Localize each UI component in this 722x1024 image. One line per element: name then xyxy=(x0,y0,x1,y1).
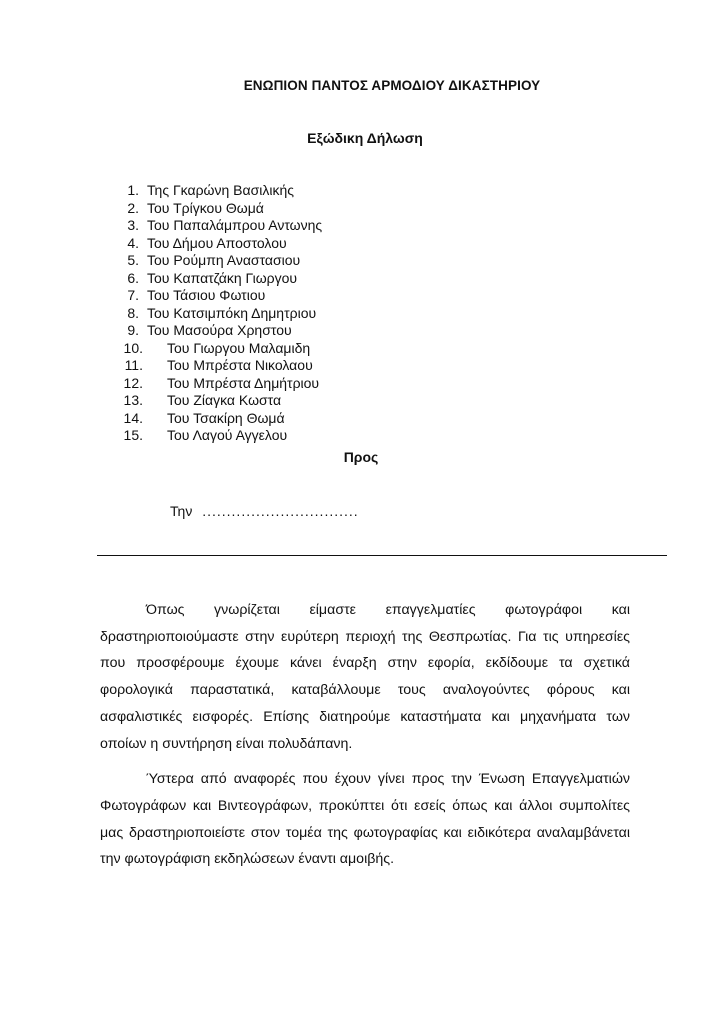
list-item xyxy=(117,252,322,270)
list-item-name: Του Κατσιμπόκη Δημητριου xyxy=(147,304,317,321)
list-item-number: 1. xyxy=(127,182,139,198)
list-item xyxy=(117,270,322,288)
list-item xyxy=(117,182,322,200)
list-item xyxy=(117,357,322,375)
list-item-number: 8. xyxy=(127,304,139,321)
list-item-name: Του Μπρέστα Δημήτριου xyxy=(167,374,320,391)
list-item-number: 3. xyxy=(127,217,139,233)
recipient-placeholder: ................................ xyxy=(202,503,359,519)
horizontal-divider xyxy=(97,555,667,556)
list-item xyxy=(117,340,322,358)
list-item-number: 4. xyxy=(127,234,139,251)
to-heading: Προς xyxy=(343,449,379,465)
list-item xyxy=(117,322,322,340)
list-item-name: Του Μπρέστα Νικολαου xyxy=(167,357,313,373)
list-item-name: Του Γιωργου Μαλαμιδη xyxy=(167,339,311,356)
list-item xyxy=(117,217,322,235)
court-heading: ΕΝΩΠΙΟΝ ΠΑΝΤΟΣ ΑΡΜΟΔΙΟΥ ΔΙΚΑΣΤΗΡΙΟΥ xyxy=(243,78,541,93)
list-item-name: Του Λαγού Αγγελου xyxy=(167,427,288,443)
list-item xyxy=(117,392,322,410)
body-text xyxy=(100,597,630,882)
list-item xyxy=(117,235,322,253)
list-item xyxy=(117,287,322,305)
list-item xyxy=(117,427,322,445)
list-item-name: Του Μασούρα Χρηστου xyxy=(147,322,292,338)
list-item-name: Του Τσακίρη Θωμά xyxy=(167,409,285,426)
body-paragraph-1: Όπως γνωρίζεται είμαστε επαγγελματίες φωτογράφοι και δραστηριοποιούμαστε στην ευρύτερη περιοχή της Θεσπρωτίας. Για τις υπηρεσίες που προσφέρουμε έχουμε κάνει έναρξη στην εφορία, εκδίδουμε τα σχετικά φορολογικά παραστατικά, καταβάλλουμε τους αναλογούντες φόρους και ασφαλιστικές εισφορές. Επίσης διατηρούμε καταστήματα και μηχανήματα των οποίων η συντήρηση είναι πολυδάπανη. xyxy=(100,602,630,752)
list-item-name: Του Δήμου Αποστολου xyxy=(147,234,287,251)
document-title: Εξώδικη Δήλωση xyxy=(307,130,423,146)
applicants-list xyxy=(117,182,322,445)
list-item-name: Της Γκαρώνη Βασιλικής xyxy=(147,182,294,198)
list-item-number: 13. xyxy=(123,392,143,408)
list-item-name: Του Καπατζάκη Γιωργου xyxy=(147,269,298,286)
list-item xyxy=(117,375,322,393)
list-item-number: 6. xyxy=(127,269,139,286)
list-item-name: Του Ζίαγκα Κωστα xyxy=(167,392,282,408)
list-item-number: 10. xyxy=(123,339,143,356)
list-item xyxy=(117,305,322,323)
body-paragraph-2: Ύστερα από αναφορές που έχουν γίνει προς την Ένωση Επαγγελματιών Φωτογράφων και Βιντεογράφων, προκύπτει ότι εσείς όπως και άλλοι συμπολίτες μας δραστηριοποιείστε στον τομέα της φωτογραφίας και ειδικότερα αναλαμβάνεται την φωτογράφιση εκδηλώσεων έναντι αμοιβής. xyxy=(100,771,630,868)
list-item-name: Του Τάσιου Φωτιου xyxy=(147,287,266,303)
list-item-number: 12. xyxy=(123,374,143,391)
list-item xyxy=(117,200,322,218)
list-item-name: Του Παπαλάμπρου Αντωνης xyxy=(147,217,323,233)
list-item-number: 11. xyxy=(124,357,143,373)
list-item-number: 15. xyxy=(123,427,143,443)
list-item-number: 14. xyxy=(123,409,143,426)
list-item-name: Του Τρίγκου Θωμά xyxy=(147,199,264,216)
list-item-number: 2. xyxy=(127,199,139,216)
recipient-prefix: Την xyxy=(170,503,193,519)
list-item-name: Του Ρούμπη Αναστασιου xyxy=(147,252,301,268)
list-item xyxy=(117,410,322,428)
list-item-number: 5. xyxy=(127,252,139,268)
list-item-number: 7. xyxy=(127,287,139,303)
recipient-line xyxy=(170,503,359,519)
list-item-number: 9. xyxy=(127,322,139,338)
